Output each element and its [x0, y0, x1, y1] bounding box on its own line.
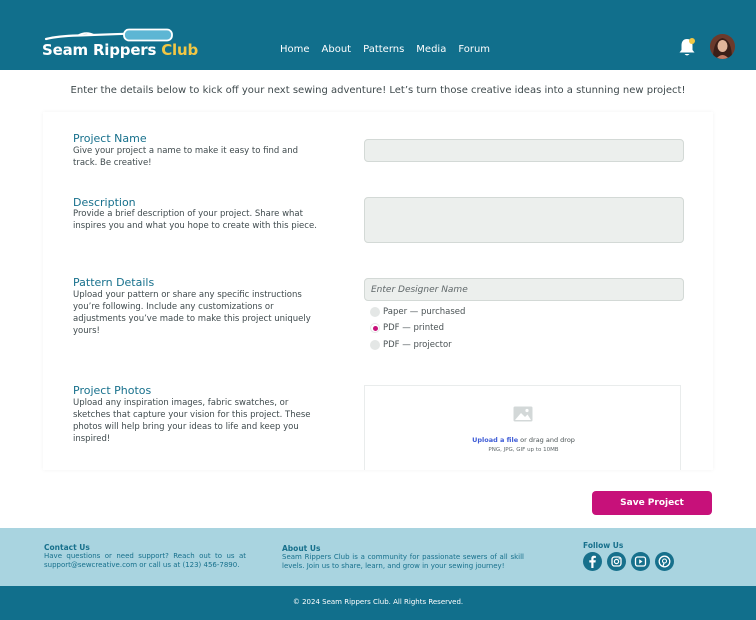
project-name-description: Give your project a name to make it easy to find and track. Be creative!: [73, 146, 298, 168]
radio-button[interactable]: [370, 307, 380, 317]
project-name-title: Project Name: [73, 132, 147, 145]
upload-file-link[interactable]: Upload a file: [472, 436, 519, 444]
radio-pdf-projector[interactable]: [370, 340, 452, 350]
nav-media[interactable]: Media: [416, 44, 447, 55]
designer-name-input[interactable]: [364, 278, 684, 301]
avatar-image: [710, 34, 735, 59]
copyright-text: © 2024 Seam Rippers Club. All Rights Reserved.: [292, 598, 464, 606]
site-logo[interactable]: [42, 41, 198, 59]
project-name-input[interactable]: [364, 139, 684, 162]
follow-title: Follow Us: [583, 541, 624, 550]
logo-club: Club: [161, 41, 199, 59]
nav-patterns[interactable]: Patterns: [363, 44, 405, 55]
youtube-icon[interactable]: [631, 552, 650, 571]
radio-label: PDF — printed: [383, 323, 445, 333]
description-help-text: Provide a brief description of your project. Share what inspires you and what you hope to create with this piece.: [73, 209, 317, 231]
intro-text: Enter the details below to kick off your next sewing adventure! Let’s turn those creative ideas into a stunning new project!: [70, 85, 686, 96]
main-nav: [280, 44, 502, 55]
notification-badge: [689, 38, 695, 44]
description-title: Description: [73, 196, 136, 209]
contact-text: Have questions or need support? Reach out to us at support@sewcreative.com or call us at (123) 456-7890.: [44, 552, 246, 569]
facebook-icon[interactable]: [583, 552, 602, 571]
save-project-button[interactable]: Save Project: [592, 491, 712, 515]
contact-title: Contact Us: [44, 543, 90, 552]
radio-button[interactable]: [370, 340, 380, 350]
nav-about[interactable]: About: [321, 44, 352, 55]
instagram-icon[interactable]: [607, 552, 626, 571]
bell-icon[interactable]: [678, 36, 696, 58]
upload-file-types: PNG, JPG, GIF up to 10MB: [488, 447, 559, 453]
nav-forum[interactable]: Forum: [458, 44, 491, 55]
project-photos-description: Upload any inspiration images, fabric swatches, or sketches that capture your vision for this project. These photos will help bring your ideas to life and keep you inspired!: [73, 398, 311, 444]
image-icon: [513, 406, 533, 422]
nav-home[interactable]: Home: [280, 44, 310, 55]
drag-drop-text: or drag and drop: [518, 436, 575, 444]
description-textarea[interactable]: [364, 197, 684, 243]
pattern-details-description: Upload your pattern or share any specific instructions you’re following. Include any customizations or adjustments you’ve made to make this project uniquely yours!: [73, 290, 311, 336]
upload-instructions: [365, 436, 682, 444]
user-avatar[interactable]: [710, 34, 735, 59]
photo-dropzone[interactable]: [364, 385, 681, 470]
radio-button-selected[interactable]: [370, 323, 380, 333]
pinterest-icon[interactable]: [655, 552, 674, 571]
radio-label: PDF — projector: [383, 340, 452, 350]
about-title: About Us: [282, 544, 321, 553]
about-text: Seam Rippers Club is a community for passionate sewers of all skill levels. Join us to share, learn, and grow in your sewing journey!: [282, 553, 524, 570]
project-photos-title: Project Photos: [73, 384, 152, 397]
pattern-details-title: Pattern Details: [73, 276, 155, 289]
logo-name: Seam Rippers: [42, 41, 157, 59]
radio-pdf-printed[interactable]: [370, 323, 444, 333]
radio-paper-purchased[interactable]: [370, 307, 465, 317]
radio-label: Paper — purchased: [383, 307, 466, 317]
